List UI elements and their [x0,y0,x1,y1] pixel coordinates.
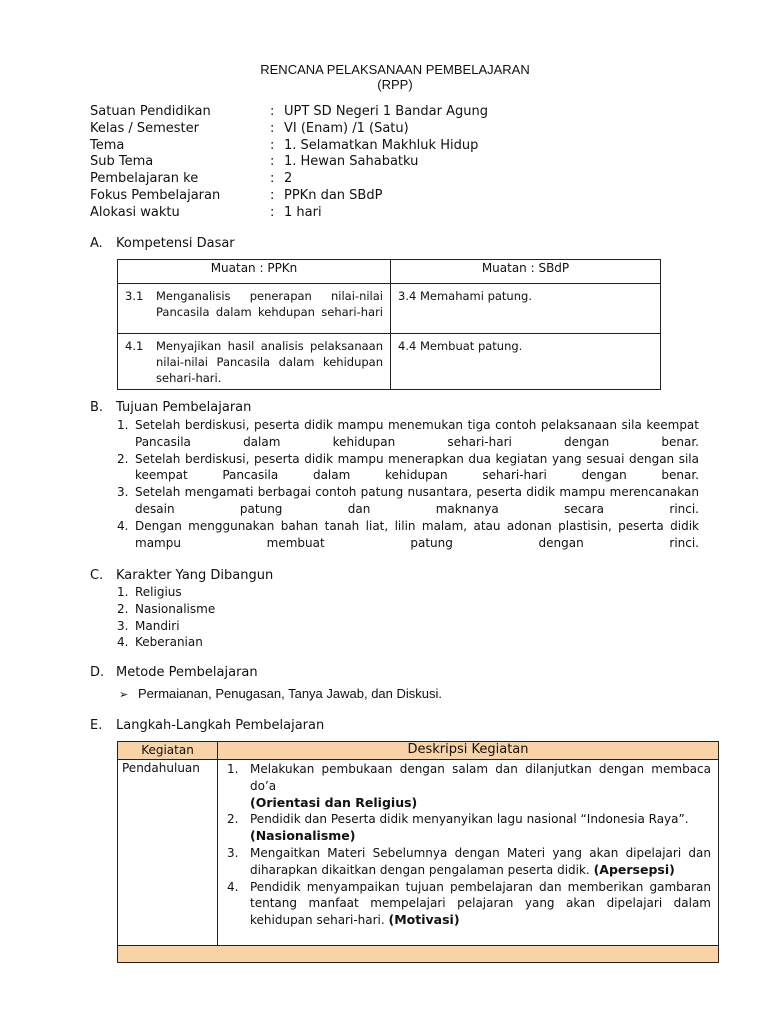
section-letter: B. [90,400,104,415]
list-number: 3. [117,618,129,633]
step-item [219,879,717,929]
table-row [118,284,661,334]
step-tag: (Nasionalisme) [250,828,356,844]
list-item [117,417,699,451]
section-letter: A. [90,236,103,251]
kd-number: 4.1 [125,339,144,353]
identity-colon: : [270,187,275,203]
column-header: Muatan : SBdP [391,260,661,284]
section-letter: C. [90,568,104,583]
step-tag: (Orientasi dan Religius) [250,794,418,810]
section-c-heading [90,568,273,583]
table-cell [118,334,391,390]
section-title: Tujuan Pembelajaran [116,400,252,415]
identity-value: VI (Enam) /1 (Satu) [284,120,409,136]
step-text: Pendidik menyampaikan tujuan pembelajaran dan memberikan gambaran tentang manfaat mempelajari pelajaran yang akan dipelajari dalam kehidupan sehari-hari. [250,879,711,928]
table-footer-row [118,946,719,963]
identity-label: Pembelajaran ke [90,171,199,187]
identity-label: Alokasi waktu [90,204,180,220]
list-text: Keberanian [135,635,203,650]
identity-colon: : [270,154,275,170]
list-text: Dengan menggunakan bahan tanah liat, lilin malam, atau adonan plastisin, peserta didik mampu membuat patung dengan rinci. [135,518,699,550]
step-number: 1. [227,762,239,776]
section-letter: E. [90,718,103,733]
identity-colon: : [270,204,275,220]
identity-label: Sub Tema [90,154,154,170]
kd-text: 3.4 Memahami patung. [398,289,532,303]
metode-text: Permaianan, Penugasan, Tanya Jawab, dan Diskusi. [138,686,443,701]
list-number: 2. [117,601,129,616]
step-text: Pendidik dan Peserta didik menyanyikan lagu nasional “Indonesia Raya”. [250,812,689,827]
tujuan-list [117,417,699,551]
footer-cell [118,946,719,963]
section-e-heading [90,718,324,733]
list-text: Setelah mengamati berbagai contoh patung nusantara, peserta didik mampu merencanakan desain patung dan maknanya secara rinci. [135,485,699,516]
list-item [117,634,699,651]
langkah-table [117,741,719,963]
section-a-heading [90,236,235,251]
kd-text: Menganalisis penerapan nilai-nilai Pancasila dalam kehdupan sehari-hari [156,289,383,319]
list-number: 2. [117,451,129,466]
kegiatan-cell: Pendahuluan [118,760,218,946]
deskripsi-cell [218,760,719,946]
list-item [117,601,699,618]
section-title: Karakter Yang Dibangun [116,568,274,583]
identity-label: Fokus Pembelajaran [90,187,221,203]
list-number: 1. [117,585,129,599]
arrow-bullet-icon: ➢ [119,689,129,701]
step-number: 4. [227,879,239,894]
step-tag: (Motivasi) [388,912,460,928]
list-item [117,584,699,601]
list-number: 4. [117,635,129,650]
step-number: 2. [227,812,239,827]
identity-label: Satuan Pendidikan [90,104,211,119]
list-text: Religius [135,585,182,599]
list-number: 1. [117,418,129,432]
step-text: Mengaitkan Materi Sebelumnya dengan Materi yang akan dipelajari dan diharapkan dikaitkan dengan pengalaman peserta didik. [250,845,711,877]
step-number: 3. [227,845,239,860]
section-d-heading [90,665,258,680]
list-item [117,518,699,552]
identity-value: 2 [284,171,293,187]
identity-label: Kelas / Semester [90,120,199,136]
document-subtitle: (RPP) [377,77,413,92]
identity-colon: : [270,171,275,187]
identity-colon: : [270,137,275,153]
table-row [118,760,719,946]
step-item [219,761,717,811]
identity-value: UPT SD Negeri 1 Bandar Agung [284,104,488,119]
section-letter: D. [90,665,105,680]
table-cell [391,334,661,390]
kd-text: Menyajikan hasil analisis pelaksanaan nilai-nilai Pancasila dalam kehidupan sehari-hari. [156,339,383,385]
table-cell [118,284,391,334]
table-header-row [118,260,661,284]
identity-label: Tema [90,137,125,153]
identity-value: PPKn dan SBdP [284,187,383,203]
kd-text: 4.4 Membuat patung. [398,339,523,353]
section-title: Langkah-Langkah Pembelajaran [116,718,325,733]
list-text: Setelah berdiskusi, peserta didik mampu menemukan tiga contoh pelaksanaan sila keempat Pancasila dalam kehidupan sehari-hari dengan benar. [135,418,699,449]
list-text: Mandiri [135,618,180,633]
column-header: Muatan : PPKn [118,260,391,284]
table-header-row [118,742,719,760]
identity-value: 1. Selamatkan Makhluk Hidup [284,137,479,153]
section-title: Metode Pembelajaran [116,665,258,680]
column-header: Kegiatan [118,742,218,760]
table-cell [391,284,661,334]
identity-colon: : [270,104,275,119]
list-text: Nasionalisme [135,601,216,616]
identity-colon: : [270,120,275,136]
karakter-list [117,584,699,651]
column-header: Deskripsi Kegiatan [218,742,719,760]
list-item [117,484,699,518]
table-row [118,334,661,390]
list-number: 4. [117,518,129,533]
step-tag: (Apersepsi) [593,861,675,877]
metode-item [119,686,442,701]
list-text: Setelah berdiskusi, peserta didik mampu menerapkan dua kegiatan yang sesuai dengan sila keempat Pancasila dalam kehidupan sehari-hari dengan benar. [135,451,699,483]
section-b-heading [90,400,251,415]
list-item [117,451,699,485]
identity-value: 1. Hewan Sahabatku [284,154,419,170]
section-title: Kompetensi Dasar [116,236,235,251]
list-item [117,618,699,635]
kd-number: 3.1 [125,289,144,303]
step-item [219,811,717,845]
step-text: Melakukan pembukaan dengan salam dan dilanjutkan dengan membaca do’a [250,762,711,793]
kompetensi-dasar-table [117,259,661,390]
identity-value: 1 hari [284,204,322,220]
document-title: RENCANA PELAKSANAAN PEMBELAJARAN [260,62,530,77]
list-number: 3. [117,485,129,500]
step-item [219,845,717,879]
